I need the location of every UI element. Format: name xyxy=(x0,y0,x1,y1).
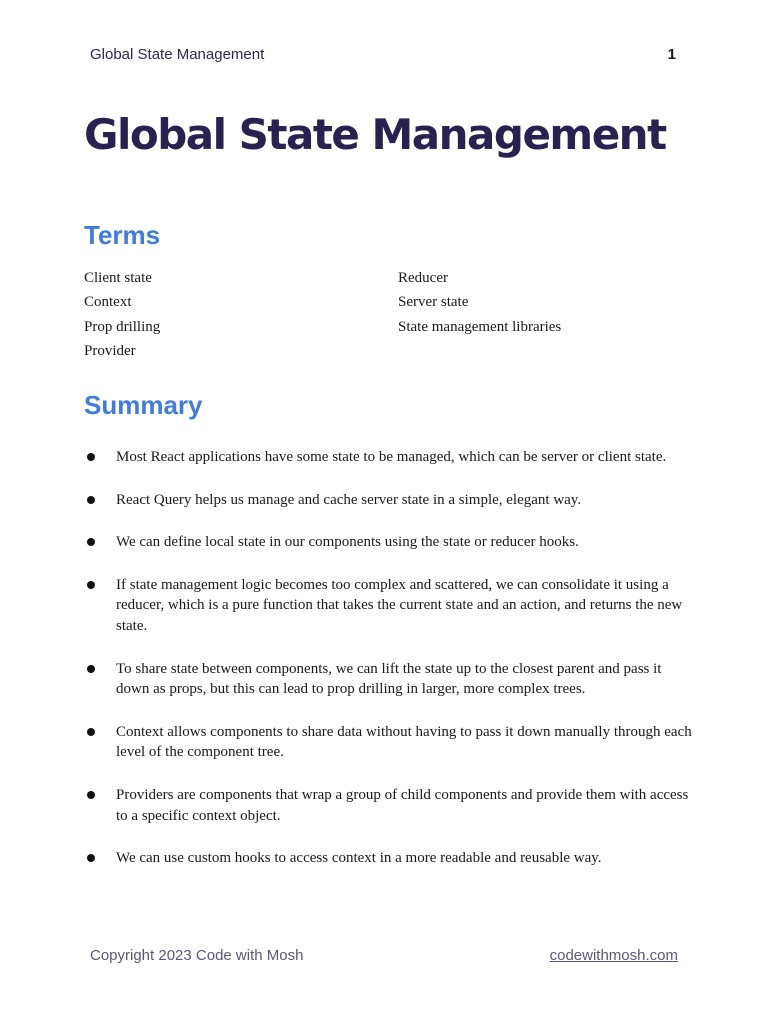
list-item-text: If state management logic becomes too complex and scattered, we can consolidate it using a reducer, which is a pure function that takes the current state and an action, and returns the new state. xyxy=(116,576,683,634)
footer-copyright: Copyright 2023 Code with Mosh xyxy=(90,947,304,964)
list-item-text: We can define local state in our components using the state or reducer hooks. xyxy=(116,534,579,551)
list-item xyxy=(84,447,696,468)
bullet-icon xyxy=(87,791,95,799)
bullet-icon xyxy=(87,453,95,461)
term-item: Prop drilling xyxy=(84,318,161,335)
term-item: Server state xyxy=(398,294,469,311)
page-title: Global State Management xyxy=(84,110,666,159)
list-item xyxy=(84,575,696,637)
page-number: 1 xyxy=(667,46,676,63)
bullet-icon xyxy=(87,581,95,589)
list-item xyxy=(84,722,696,763)
term-item: Client state xyxy=(84,270,152,286)
list-item xyxy=(84,785,696,826)
bullet-icon xyxy=(87,496,95,504)
footer-website-link[interactable]: codewithmosh.com xyxy=(549,947,678,964)
term-item: Context xyxy=(84,294,132,311)
bullet-icon xyxy=(87,728,95,736)
terms-heading: Terms xyxy=(84,220,161,250)
terms-left-column xyxy=(84,266,160,363)
list-item-text: To share state between components, we can lift the state up to the closest parent and pass it down as props, but this can lead to prop drilling in larger, more complex trees. xyxy=(116,660,662,698)
list-item-text: We can use custom hooks to access context in a more readable and reusable way. xyxy=(116,850,602,867)
term-item: State management libraries xyxy=(398,318,562,335)
list-item xyxy=(84,659,696,700)
bullet-icon xyxy=(87,854,95,862)
list-item xyxy=(84,532,696,553)
terms-right-column xyxy=(398,266,561,339)
list-item xyxy=(84,848,696,869)
list-item-text: Providers are components that wrap a group of child components and provide them with access to a specific context object. xyxy=(116,786,689,824)
summary-heading: Summary xyxy=(84,390,203,420)
summary-list xyxy=(84,447,696,891)
list-item-text: React Query helps us manage and cache server state in a simple, elegant way. xyxy=(116,491,582,508)
list-item xyxy=(84,490,696,511)
term-item: Provider xyxy=(84,342,136,359)
list-item-text: Context allows components to share data without having to pass it down manually through each level of the component tree. xyxy=(116,723,692,761)
running-header: Global State Management xyxy=(90,46,265,63)
bullet-icon xyxy=(87,665,95,673)
bullet-icon xyxy=(87,538,95,546)
list-item-text: Most React applications have some state to be managed, which can be server or client state. xyxy=(116,449,667,465)
term-item: Reducer xyxy=(398,270,448,286)
